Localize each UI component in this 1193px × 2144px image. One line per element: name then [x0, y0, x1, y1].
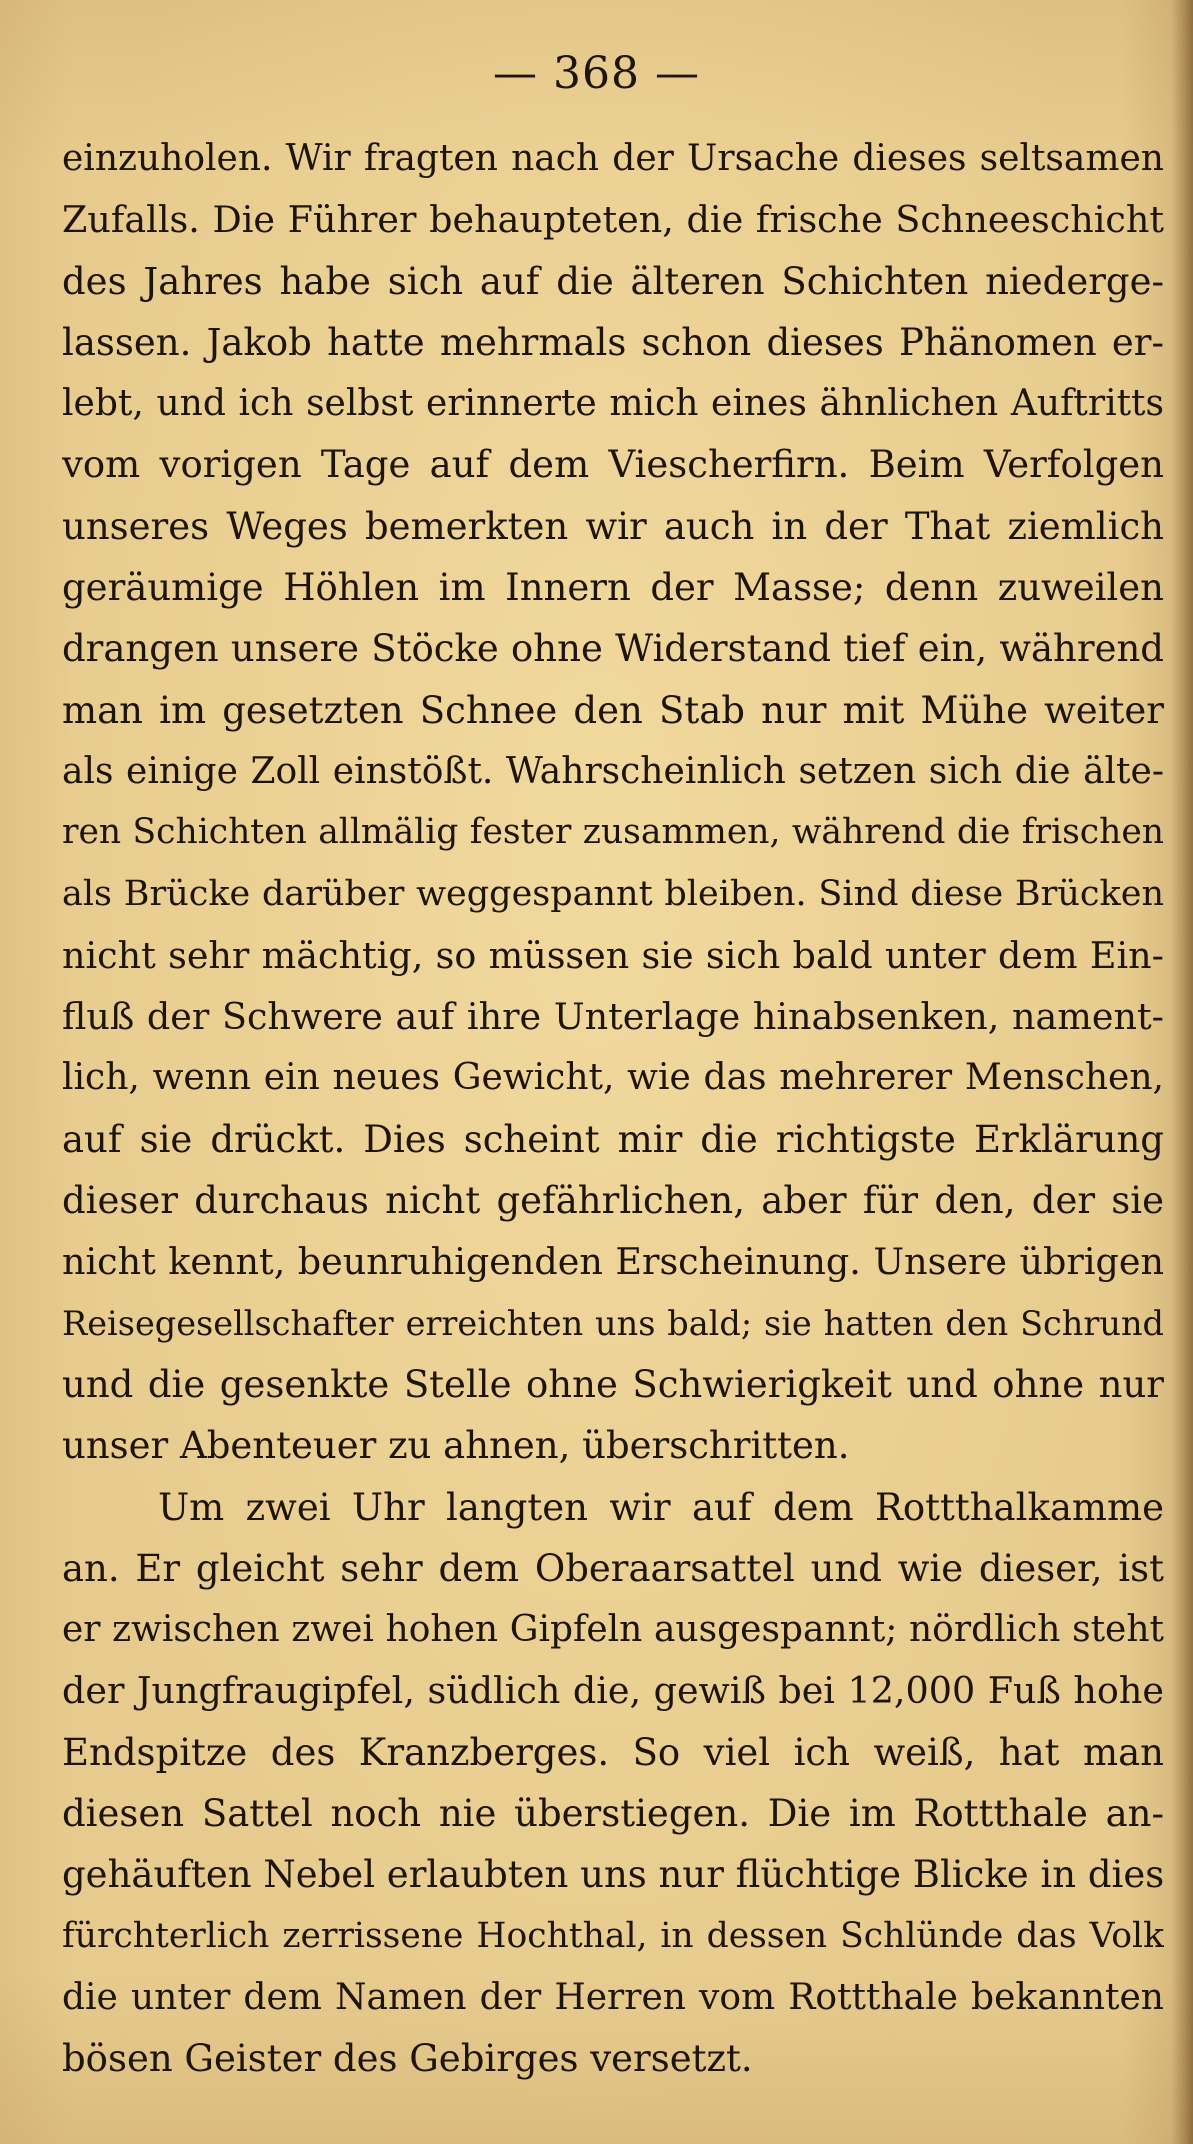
text-line: nicht sehr mächtig, so müssen sie sich bald unter dem Ein-: [62, 933, 1164, 977]
text-line: bösen Geister des Gebirges versetzt.: [62, 2037, 753, 2081]
body-text: [62, 128, 1164, 2090]
text-line: diesen Sattel noch nie überstiegen. Die im Rottthale an-: [62, 1792, 1164, 1836]
text-line: auf sie drückt. Dies scheint mir die richtigste Erklärung: [62, 1117, 1164, 1161]
text-line: des Jahres habe sich auf die älteren Schichten niederge-: [62, 259, 1164, 303]
text-line: und die gesenkte Stelle ohne Schwierigkeit und ohne nur: [62, 1362, 1164, 1406]
text-line: man im gesetzten Schnee den Stab nur mit Mühe weiter: [62, 688, 1164, 732]
text-line: die unter dem Namen der Herren vom Rottthale bekannten: [62, 1976, 1164, 2018]
text-line: lassen. Jakob hatte mehrmals schon dieses Phänomen er-: [62, 320, 1164, 364]
text-line: gehäuften Nebel erlaubten uns nur flüchtige Blicke in dies: [62, 1853, 1164, 1897]
text-line: unseres Weges bemerkten wir auch in der That ziemlich: [62, 504, 1164, 548]
text-line: an. Er gleicht sehr dem Oberaarsattel und wie dieser, ist: [62, 1546, 1164, 1590]
text-line: lebt, und ich selbst erinnerte mich eines ähnlichen Auftritts: [62, 383, 1164, 425]
text-line: fluß der Schwere auf ihre Unterlage hinabsenken, nament-: [62, 995, 1164, 1039]
page-edge-shadow: [1171, 0, 1193, 2144]
paragraph-start-line: Um zwei Uhr langten wir auf dem Rottthalkamme: [158, 1485, 1164, 1529]
text-line: der Jungfraugipfel, südlich die, gewiß bei 12,000 Fuß hohe: [62, 1669, 1164, 1713]
text-line: nicht kennt, beunruhigenden Erscheinung. Unsere übrigen: [62, 1240, 1164, 1284]
text-line: fürchterlich zerrissene Hochthal, in dessen Schlünde das Volk: [62, 1915, 1164, 1956]
text-line: ren Schichten allmälig fester zusammen, während die frischen: [62, 812, 1164, 853]
text-line: dieser durchaus nicht gefährlichen, aber für den, der sie: [62, 1179, 1164, 1223]
text-line: geräumige Höhlen im Innern der Masse; denn zuweilen: [62, 566, 1164, 610]
text-line: als Brücke darüber weggespannt bleiben. Sind diese Brücken: [62, 873, 1164, 914]
text-line: Zufalls. Die Führer behaupteten, die frische Schneeschicht: [62, 198, 1164, 242]
text-line: als einige Zoll einstößt. Wahrscheinlich setzen sich die älte-: [62, 750, 1164, 792]
page-number: — 368 —: [493, 48, 700, 99]
text-line: Endspitze des Kranzberges. So viel ich weiß, hat man: [62, 1730, 1164, 1774]
text-line: vom vorigen Tage auf dem Viescherfirn. Beim Verfolgen: [62, 443, 1164, 487]
text-line: lich, wenn ein neues Gewicht, wie das mehrerer Menschen,: [62, 1057, 1164, 1099]
text-line: unser Abenteuer zu ahnen, überschritten.: [62, 1424, 850, 1468]
text-line: einzuholen. Wir fragten nach der Ursache dieses seltsamen: [62, 138, 1164, 179]
text-line: er zwischen zwei hohen Gipfeln ausgespannt; nördlich steht: [62, 1609, 1164, 1651]
text-line: Reisegesellschafter erreichten uns bald; sie hatten den Schrund: [62, 1303, 1164, 1343]
text-line: drangen unsere Stöcke ohne Widerstand tief ein, während: [62, 627, 1164, 671]
